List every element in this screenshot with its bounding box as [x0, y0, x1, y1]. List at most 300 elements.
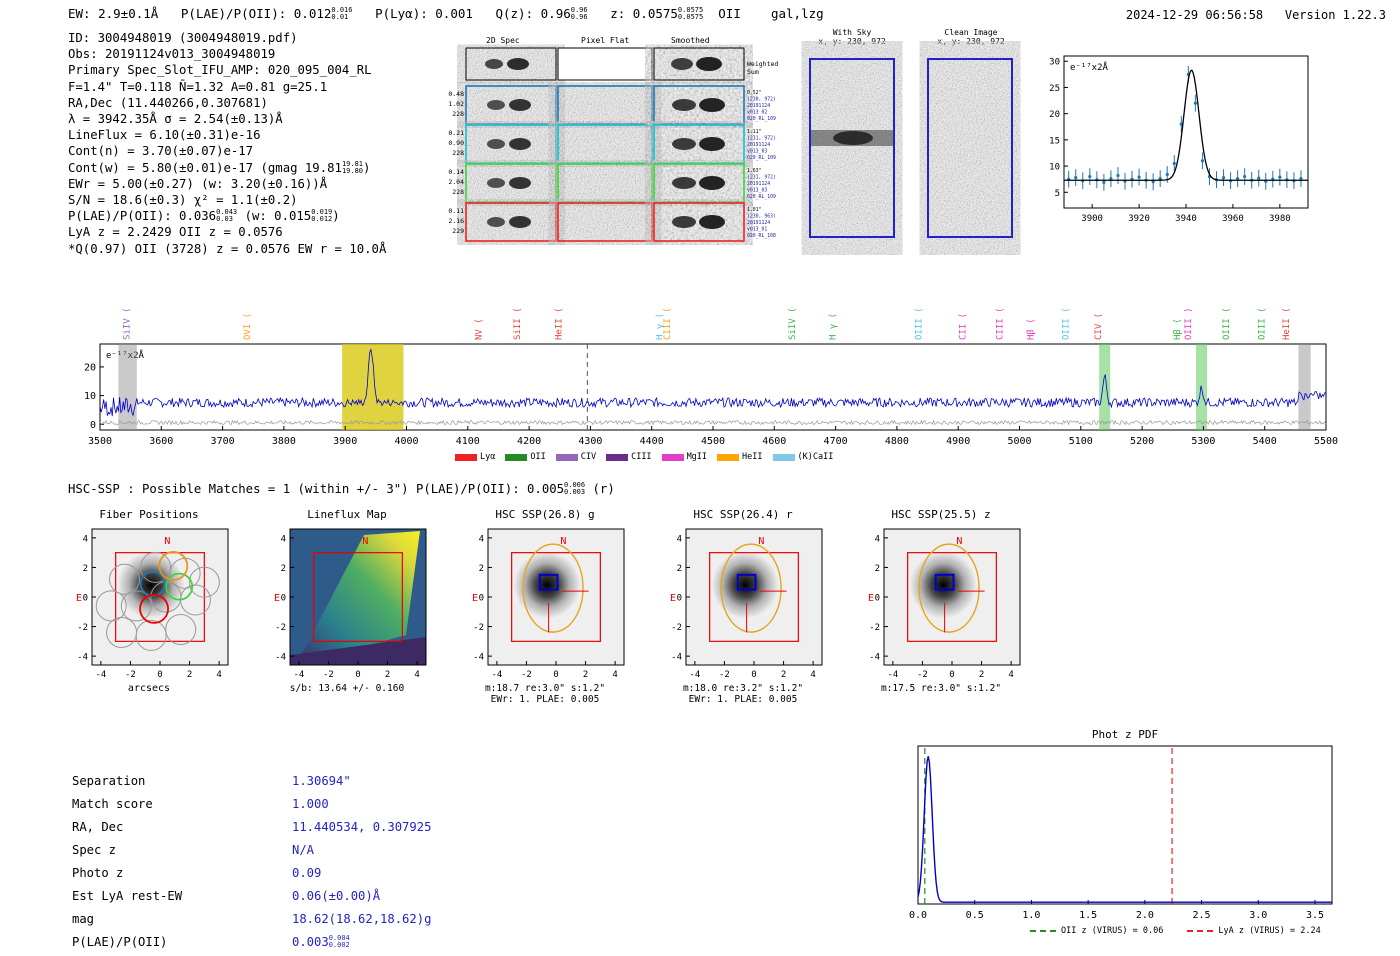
hsc-panel-caption-1: s/b: 13.64 +/- 0.160	[289, 683, 405, 694]
legend-label: HeII	[742, 452, 763, 462]
svg-text:OVI (: OVI (	[243, 312, 254, 340]
hsc-panel	[654, 508, 832, 705]
svg-text:20191124: 20191124	[747, 143, 771, 148]
match-row-value: 0.06(±0.00)Å	[292, 889, 381, 903]
svg-text:(230, 963): (230, 963)	[747, 214, 776, 220]
spectrum-legend-item	[606, 452, 651, 462]
match-row-label: Match score	[72, 797, 153, 811]
svg-text:-2: -2	[125, 670, 136, 680]
svg-text:2: 2	[280, 563, 286, 574]
svg-text:-4: -4	[671, 652, 682, 663]
svg-text:-4: -4	[293, 670, 305, 680]
svg-text:E: E	[76, 593, 83, 604]
svg-text:-4: -4	[491, 670, 503, 680]
legend-label: LyA z (VIRUS) = 2.24	[1218, 926, 1321, 936]
clean-image-header	[921, 28, 1021, 46]
cutout-title-smoothed: Smoothed	[671, 36, 710, 45]
svg-text:0.21: 0.21	[448, 129, 464, 137]
match-table-row	[72, 910, 431, 933]
photz-legend-item	[1030, 926, 1163, 936]
svg-text:3600: 3600	[149, 436, 174, 447]
svg-text:0.11: 0.11	[448, 207, 464, 215]
with-sky-image	[809, 58, 895, 238]
svg-text:-4: -4	[77, 652, 88, 663]
hsc-panel-image	[456, 523, 634, 683]
match-table-row	[72, 772, 431, 795]
hsc-header-sup: 0.006	[564, 481, 586, 489]
clean-image-coords: x, y: 230, 972	[937, 37, 1005, 46]
svg-text:v013 02: v013 02	[747, 110, 768, 116]
svg-text:5400: 5400	[1252, 436, 1277, 447]
header-summary-line	[68, 6, 824, 21]
svg-text:CIV (: CIV (	[1094, 312, 1105, 340]
hsc-panel-caption-1: m:18.0 re:3.2" s:1.2"	[682, 683, 804, 694]
svg-text:1.5: 1.5	[1079, 910, 1098, 921]
svg-text:4200: 4200	[517, 436, 542, 447]
svg-text:5300: 5300	[1191, 436, 1216, 447]
svg-text:-2: -2	[671, 623, 682, 634]
svg-text:0: 0	[89, 419, 96, 431]
info-obs: Obs: 20191124v013_3004948019	[68, 47, 276, 62]
svg-text:E: E	[670, 593, 677, 604]
svg-text:OIII (: OIII (	[914, 307, 925, 340]
header-plya: P(Lyα): 0.001	[375, 6, 473, 21]
svg-text:N: N	[362, 535, 369, 547]
match-table-row	[72, 933, 431, 956]
hsc-panel	[852, 508, 1030, 694]
svg-text:3940: 3940	[1175, 214, 1197, 224]
svg-text:020_RL_109: 020_RL_109	[747, 195, 776, 200]
hsc-panel-title: HSC SSP(26.4) r	[693, 508, 793, 521]
svg-text:2.16: 2.16	[448, 217, 464, 225]
spectrum-legend-item	[505, 452, 545, 462]
info-ewr: EWr = 5.00(±0.27) (w: 3.20(±0.16))Å	[68, 176, 328, 191]
svg-text:5500: 5500	[1313, 436, 1339, 447]
spectrum-legend-item	[556, 452, 596, 462]
match-row-label: mag	[72, 912, 95, 926]
svg-text:4000: 4000	[394, 436, 419, 447]
svg-text:020_RL_108: 020_RL_108	[747, 234, 776, 239]
svg-text:2.0: 2.0	[1135, 910, 1154, 921]
info-plae-tail: )	[332, 209, 340, 224]
hsc-panel-title: Fiber Positions	[99, 508, 199, 521]
svg-text:25: 25	[1049, 83, 1060, 94]
svg-text:3900: 3900	[1081, 214, 1103, 224]
match-table-body	[72, 772, 431, 956]
svg-text:SiII (: SiII (	[512, 307, 523, 340]
svg-text:3920: 3920	[1128, 214, 1150, 224]
info-sn: S/N = 18.6(±0.3) χ² = 1.1(±0.2)	[68, 193, 298, 208]
svg-text:4: 4	[874, 534, 880, 545]
hsc-header-tail: (r)	[592, 482, 615, 496]
svg-text:0: 0	[280, 593, 286, 604]
with-sky-header	[806, 28, 898, 46]
hsc-panel-title: Lineflux Map	[307, 508, 387, 521]
svg-text:5200: 5200	[1130, 436, 1155, 447]
legend-swatch	[606, 454, 628, 461]
spectrum-legend	[455, 452, 833, 462]
svg-text:1.0: 1.0	[1022, 910, 1041, 921]
svg-text:4100: 4100	[455, 436, 480, 447]
svg-text:4: 4	[676, 534, 682, 545]
photz-title: Phot z PDF	[1091, 728, 1159, 741]
match-row-label: Photo z	[72, 866, 124, 880]
match-row-value: 11.440534, 0.307925	[292, 820, 432, 834]
svg-text:-2: -2	[917, 670, 928, 680]
svg-text:0.52": 0.52"	[747, 91, 762, 96]
svg-text:30: 30	[1049, 57, 1060, 68]
with-sky-title: With Sky	[832, 28, 872, 37]
hsc-panel-title: HSC SSP(25.5) z	[891, 508, 991, 521]
info-primary: Primary Spec_Slot_IFU_AMP: 020_095_004_RL	[68, 63, 372, 78]
svg-text:229: 229	[452, 227, 464, 235]
svg-text:CIII (: CIII (	[995, 307, 1006, 340]
info-plae: P(LAE)/P(OII): 0.036	[68, 209, 217, 224]
info-cont-w: Cont(w) = 5.80(±0.01)e-17 (gmag 19.81	[68, 160, 342, 175]
info-cont-w-sub: 19.80	[341, 166, 364, 175]
svg-text:-2: -2	[275, 623, 286, 634]
svg-text:-2: -2	[869, 623, 880, 634]
svg-text:2: 2	[780, 670, 787, 680]
info-cont-w-tail: )	[363, 160, 371, 175]
svg-text:3960: 3960	[1222, 214, 1244, 224]
info-z: LyA z = 2.2429 OII z = 0.0576	[68, 225, 283, 240]
svg-text:-4: -4	[869, 652, 880, 663]
svg-text:15: 15	[1049, 136, 1060, 147]
match-row-label: Est LyA rest-EW	[72, 889, 183, 903]
svg-text:H γ (: H γ (	[655, 312, 666, 340]
photz-legend	[1030, 926, 1321, 936]
svg-text:0: 0	[82, 593, 88, 604]
svg-text:3.5: 3.5	[1305, 910, 1325, 921]
hsc-panel	[258, 508, 436, 694]
match-table-row	[72, 864, 431, 887]
header-datetime: 2024-12-29 06:56:58	[1125, 8, 1264, 22]
svg-text:0: 0	[157, 670, 163, 680]
svg-text:20: 20	[83, 362, 96, 374]
match-row-value-errors: 0.004 0.002	[328, 934, 350, 949]
svg-text:020_RL_109: 020_RL_109	[747, 117, 776, 122]
svg-text:-2: -2	[473, 623, 484, 634]
svg-text:4700: 4700	[823, 436, 848, 447]
svg-text:(231, 972): (231, 972)	[747, 175, 776, 181]
svg-text:OIII (: OIII (	[1061, 307, 1072, 340]
info-plae-w-sup: 0.019	[311, 208, 333, 217]
match-row-label: RA, Dec	[72, 820, 124, 834]
info-plae-sub: 0.03	[216, 215, 233, 224]
header-line-id: OII	[718, 6, 741, 21]
svg-text:CII (: CII (	[958, 312, 969, 340]
svg-text:3500: 3500	[87, 436, 113, 447]
svg-text:-4: -4	[473, 652, 484, 663]
svg-text:-4: -4	[95, 670, 107, 680]
svg-text:2: 2	[978, 670, 985, 680]
cutout-title-pixelflat: Pixel Flat	[581, 36, 630, 45]
svg-text:3980: 3980	[1269, 214, 1291, 224]
hsc-panel-row	[60, 508, 1060, 738]
svg-text:-4: -4	[275, 652, 286, 663]
match-row-value: 18.62(18.62,18.62)g	[292, 912, 432, 926]
svg-text:OIII (: OIII (	[1222, 307, 1233, 340]
svg-text:4600: 4600	[762, 436, 787, 447]
header-qz: Q(z): 0.96	[495, 6, 571, 21]
info-lineflux: LineFlux = 6.10(±0.31)e-16	[68, 128, 261, 143]
svg-text:5000: 5000	[1007, 436, 1032, 447]
header-classification: gal,lzg	[770, 6, 824, 21]
svg-text:20191124: 20191124	[747, 104, 771, 109]
clean-image-title: Clean Image	[944, 28, 998, 37]
match-row-value: N/A	[292, 843, 315, 857]
line-fit-chart	[1032, 52, 1312, 238]
clean-image	[927, 58, 1013, 238]
svg-text:228: 228	[452, 110, 464, 118]
weighted-sum-label-1: Weighted	[747, 60, 779, 68]
svg-text:0: 0	[949, 670, 955, 680]
legend-swatch	[1030, 930, 1056, 932]
svg-text:5100: 5100	[1068, 436, 1093, 447]
spectrum-legend-item	[717, 452, 762, 462]
detection-info-block	[68, 30, 386, 257]
svg-text:10: 10	[83, 391, 96, 403]
svg-text:SiIV (: SiIV (	[788, 307, 799, 340]
svg-text:20191124: 20191124	[747, 221, 771, 226]
spectrum-legend-item	[455, 452, 495, 462]
svg-text:0: 0	[553, 670, 559, 680]
header-z: z: 0.0575	[610, 6, 678, 21]
hsc-header	[68, 482, 615, 496]
svg-text:2: 2	[676, 563, 682, 574]
hsc-panel-image	[852, 523, 1030, 683]
legend-label: OII z (VIRUS) = 0.06	[1061, 926, 1164, 936]
hsc-panel-caption-2: EWr: 1. PLAE: 0.005	[490, 694, 600, 705]
svg-text:HeII (: HeII (	[1282, 307, 1293, 340]
svg-text:v013_03: v013_03	[747, 188, 768, 194]
hsc-panel-xlabel: arcsecs	[127, 683, 171, 694]
svg-text:2: 2	[478, 563, 484, 574]
match-table	[72, 772, 431, 956]
hsc-panel-image	[258, 523, 436, 683]
svg-text:CIII (: CIII (	[663, 307, 674, 340]
svg-text:020_RL_109: 020_RL_109	[747, 156, 776, 161]
svg-text:Hβ (: Hβ (	[1026, 318, 1037, 340]
info-cont-n: Cont(n) = 3.70(±0.07)e-17	[68, 144, 254, 159]
svg-text:NV (: NV (	[474, 318, 485, 340]
svg-text:OIII ): OIII )	[1184, 307, 1195, 340]
svg-text:-4: -4	[887, 670, 899, 680]
hsc-panel-title: HSC SSP(26.8) g	[495, 508, 595, 521]
svg-text:Hβ (: Hβ (	[1173, 318, 1184, 340]
spectrum-legend-item	[773, 452, 834, 462]
svg-text:-2: -2	[323, 670, 334, 680]
hsc-panel-image	[654, 523, 832, 683]
match-row-label: Separation	[72, 774, 146, 788]
info-seeing: F=1.4" T=0.118 N̄=1.32 A=0.81 g=25.1	[68, 79, 328, 94]
svg-text:0.5: 0.5	[965, 910, 984, 921]
legend-swatch	[455, 454, 477, 461]
header-ew: EW: 2.9±0.1Å	[68, 6, 159, 21]
svg-text:1.11": 1.11"	[747, 130, 762, 135]
svg-text:20191124: 20191124	[747, 182, 771, 187]
weighted-sum-label-2: Sum	[747, 68, 759, 76]
svg-text:N: N	[758, 535, 765, 547]
header-qz-sup: 0.96	[570, 6, 588, 14]
svg-text:(231, 972): (231, 972)	[747, 136, 776, 142]
match-row-label: Spec z	[72, 843, 117, 857]
match-table-row	[72, 795, 431, 818]
legend-label: CIII	[631, 452, 652, 462]
svg-text:0.90: 0.90	[448, 139, 464, 147]
svg-text:SiIV (: SiIV (	[122, 307, 133, 340]
info-plae-w-sub: 0.012	[311, 215, 333, 224]
info-cont-w-sup: 19.81	[341, 159, 364, 168]
svg-text:1.63": 1.63"	[747, 169, 762, 174]
svg-text:3900: 3900	[333, 436, 358, 447]
info-lambda: λ = 3942.35Å σ = 2.54(±0.13)Å	[68, 112, 283, 127]
svg-text:HeII (: HeII (	[554, 307, 565, 340]
hsc-panel-caption-2: EWr: 1. PLAE: 0.005	[688, 694, 798, 705]
svg-text:4500: 4500	[700, 436, 726, 447]
header-datetime-version	[1126, 8, 1386, 22]
svg-text:3.0: 3.0	[1249, 910, 1268, 921]
header-qz-sub: 0.96	[570, 13, 588, 21]
spectrum-units: e⁻¹⁷x2Å	[106, 351, 144, 361]
svg-text:0: 0	[874, 593, 880, 604]
match-table-row	[72, 887, 431, 910]
header-plae-poii: P(LAE)/P(OII): 0.012	[180, 6, 332, 21]
full-spectrum-chart	[60, 272, 1340, 472]
svg-text:2.5: 2.5	[1192, 910, 1211, 921]
legend-label: Lyα	[480, 452, 496, 462]
match-row-label: P(LAE)/P(OII)	[72, 935, 168, 949]
hsc-panel	[60, 508, 238, 694]
header-z-sup: 0.0575	[677, 6, 704, 14]
svg-text:N: N	[560, 535, 567, 547]
svg-text:0: 0	[355, 670, 361, 680]
svg-text:v013_03: v013_03	[747, 149, 768, 155]
legend-swatch	[556, 454, 578, 461]
hsc-header-sub: 0.003	[564, 488, 586, 496]
svg-text:2: 2	[874, 563, 880, 574]
svg-text:0.14: 0.14	[448, 168, 464, 176]
svg-text:4: 4	[280, 534, 286, 545]
hsc-header-text: HSC-SSP : Possible Matches = 1 (within +/- 3") P(LAE)/P(OII): 0.005	[68, 482, 565, 496]
photz-pdf-chart	[900, 724, 1350, 939]
cutout-strip	[448, 48, 779, 248]
info-plae-sup: 0.043	[216, 208, 238, 217]
legend-label: CIV	[580, 452, 597, 462]
svg-text:N: N	[956, 535, 963, 547]
hsc-panel-caption-1: m:18.7 re:3.0" s:1.2"	[484, 683, 606, 694]
hsc-panel	[456, 508, 634, 705]
photz-legend-item	[1187, 926, 1320, 936]
svg-text:2: 2	[82, 563, 88, 574]
legend-swatch	[717, 454, 739, 461]
info-q: *Q(0.97) OII (3728) z = 0.0576 EW r = 10.0Å	[68, 241, 387, 256]
legend-label: OII	[530, 452, 546, 462]
svg-text:20: 20	[1049, 110, 1060, 121]
match-row-value: 1.000	[292, 797, 329, 811]
svg-text:E: E	[868, 593, 875, 604]
svg-text:N: N	[164, 535, 171, 547]
svg-text:4: 4	[1008, 670, 1014, 680]
svg-text:4800: 4800	[884, 436, 909, 447]
legend-label: (K)CaII	[797, 452, 834, 462]
svg-text:0.0: 0.0	[908, 910, 928, 921]
svg-text:4300: 4300	[578, 436, 603, 447]
svg-text:4400: 4400	[639, 436, 664, 447]
svg-text:E: E	[274, 593, 281, 604]
svg-text:0: 0	[751, 670, 757, 680]
svg-text:228: 228	[452, 149, 464, 157]
svg-text:3700: 3700	[210, 436, 235, 447]
legend-label: MgII	[686, 452, 708, 462]
hsc-panel-image	[60, 523, 238, 683]
match-table-row	[72, 841, 431, 864]
svg-text:1.02: 1.02	[448, 100, 464, 108]
svg-text:H γ (: H γ (	[828, 312, 839, 340]
svg-text:0: 0	[478, 593, 484, 604]
line-fit-units: e⁻¹⁷x2Å	[1070, 63, 1108, 73]
legend-swatch	[773, 454, 795, 461]
svg-text:10: 10	[1049, 162, 1060, 173]
match-row-value: 0.09	[292, 866, 322, 880]
svg-text:3800: 3800	[271, 436, 296, 447]
with-sky-coords: x, y: 230, 972	[818, 37, 886, 46]
svg-text:5: 5	[1054, 188, 1060, 199]
svg-text:228: 228	[452, 188, 464, 196]
info-radec: RA,Dec (11.440266,0.307681)	[68, 95, 268, 110]
svg-text:2: 2	[186, 670, 193, 680]
svg-text:-2: -2	[719, 670, 730, 680]
legend-swatch	[505, 454, 527, 461]
header-z-sub: 0.0575	[677, 13, 704, 21]
svg-text:2: 2	[384, 670, 391, 680]
svg-text:0.48: 0.48	[448, 90, 464, 98]
hsc-panel-caption-1: m:17.5 re:3.0" s:1.2"	[880, 683, 1002, 694]
svg-text:4900: 4900	[946, 436, 971, 447]
svg-text:-4: -4	[689, 670, 701, 680]
svg-text:OIII (: OIII (	[1257, 307, 1268, 340]
header-plae-poii-sub: 0.01	[331, 13, 349, 21]
cutout-title-2dspec: 2D Spec	[486, 36, 520, 45]
svg-text:2.04: 2.04	[448, 178, 464, 186]
svg-text:4: 4	[612, 670, 618, 680]
header-plae-poii-sup: 0.016	[331, 6, 353, 14]
info-plae-mid: (w: 0.015	[244, 209, 312, 224]
svg-text:(230, 972): (230, 972)	[747, 97, 776, 103]
svg-text:4: 4	[216, 670, 222, 680]
svg-text:-2: -2	[77, 623, 88, 634]
svg-text:-2: -2	[521, 670, 532, 680]
svg-text:E: E	[472, 593, 479, 604]
match-table-row	[72, 818, 431, 841]
legend-swatch	[1187, 930, 1213, 932]
svg-text:0: 0	[676, 593, 682, 604]
header-version: Version 1.22.3	[1284, 8, 1386, 22]
svg-text:4: 4	[478, 534, 484, 545]
match-row-value: 0.003 0.004 0.002	[292, 934, 350, 949]
svg-text:4: 4	[414, 670, 420, 680]
svg-text:2: 2	[582, 670, 589, 680]
legend-swatch	[662, 454, 684, 461]
info-id: ID: 3004948019 (3004948019.pdf)	[68, 31, 298, 45]
svg-text:1.01": 1.01"	[747, 208, 762, 213]
svg-text:4: 4	[810, 670, 816, 680]
spectrum-legend-item	[662, 452, 707, 462]
svg-text:v013_01: v013_01	[747, 227, 768, 233]
svg-text:4: 4	[82, 534, 88, 545]
match-row-value: 1.30694"	[292, 774, 351, 788]
